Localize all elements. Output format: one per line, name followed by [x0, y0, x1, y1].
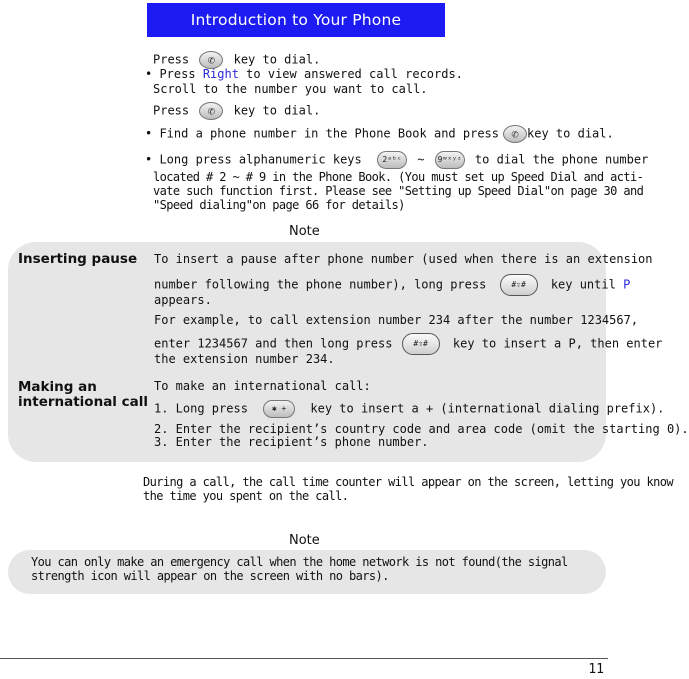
inserting-pause-label: Inserting pause [18, 251, 138, 267]
text: key to insert a + (international dialing prefix). [310, 401, 665, 416]
emergency-line-1: You can only make an emergency call when the home network is not found(the signal [31, 555, 568, 569]
page-title: Introduction to Your Phone [190, 11, 402, 29]
key-9-icon: 9ʷˣʸᶻ [435, 151, 465, 169]
text-line [154, 274, 630, 296]
page-title-banner [147, 3, 445, 37]
bullet-phonebook-line [145, 125, 614, 143]
bullet-right-line [145, 67, 463, 81]
send-key-icon: ✆ [199, 51, 223, 69]
tilde: ~ [417, 152, 425, 167]
right-key-label: Right [202, 67, 239, 81]
timer-line-1: During a call, the call time counter will appear on the screen, letting you know [143, 475, 673, 489]
text: • Long press alphanumeric keys [145, 152, 362, 167]
text-line: To make an international call: [154, 379, 371, 393]
p-letter: P [623, 277, 631, 292]
timer-line-2: the time you spent on the call. [143, 489, 349, 503]
send-key-icon: ✆ [503, 125, 527, 143]
speed-dial-line-4: "Speed dialing"on page 66 for details) [153, 198, 405, 212]
text: international call [18, 394, 148, 410]
text-line: appears. [154, 293, 212, 307]
note-heading: Note [289, 533, 320, 548]
text: 1. Long press [154, 401, 248, 416]
pound-key-icon: #⇧# [402, 333, 440, 355]
speed-dial-line-2: located # 2 ~ # 9 in the Phone Book. (You must set up Speed Dial and acti- [153, 170, 644, 184]
text-line: To insert a pause after phone number (used when there is an extension [154, 252, 653, 266]
text: Making an [18, 379, 97, 395]
scroll-line: Scroll to the number you want to call. [153, 82, 428, 96]
text: enter 1234567 and then long press [154, 336, 393, 351]
press-send-line-2 [153, 102, 320, 120]
pound-key-icon: #⇧# [500, 274, 538, 296]
speed-dial-line-3: vate such function first. Please see "Setting up Speed Dial"on page 30 and [153, 184, 644, 198]
bullet-longpress-line [145, 151, 648, 169]
key-2-icon: 2ᵃᵇᶜ [377, 151, 407, 169]
text: to dial the phone number [474, 152, 649, 167]
text: • Find a phone number in the Phone Book and press [145, 126, 500, 141]
text-line: the extension number 234. [154, 352, 335, 366]
text: key to dial. [527, 126, 614, 141]
text: Press [153, 52, 190, 67]
send-key-icon: ✆ [199, 102, 223, 120]
text: key to insert a P, then enter [452, 336, 663, 351]
text: key to dial. [233, 52, 321, 67]
text: • Press [145, 67, 196, 81]
international-call-label [18, 380, 148, 410]
note-heading: Note [289, 224, 320, 239]
text: key until [550, 277, 616, 292]
footer-divider [0, 658, 608, 659]
text: key to dial. [233, 103, 321, 118]
star-key-icon: ✱ + [263, 400, 295, 418]
text: Press [153, 103, 190, 118]
page-number: 11 [588, 662, 604, 677]
text-line: 2. Enter the recipient’s country code and area code (omit the starting 0). [154, 422, 689, 436]
text: to view answered call records. [246, 67, 463, 81]
text-line [154, 400, 664, 418]
text-line: 3. Enter the recipient’s phone number. [154, 435, 429, 449]
emergency-line-2: strength icon will appear on the screen with no bars). [31, 569, 389, 583]
text-line: For example, to call extension number 234 after the number 1234567, [154, 313, 639, 327]
text: number following the phone number), long press [154, 277, 487, 292]
